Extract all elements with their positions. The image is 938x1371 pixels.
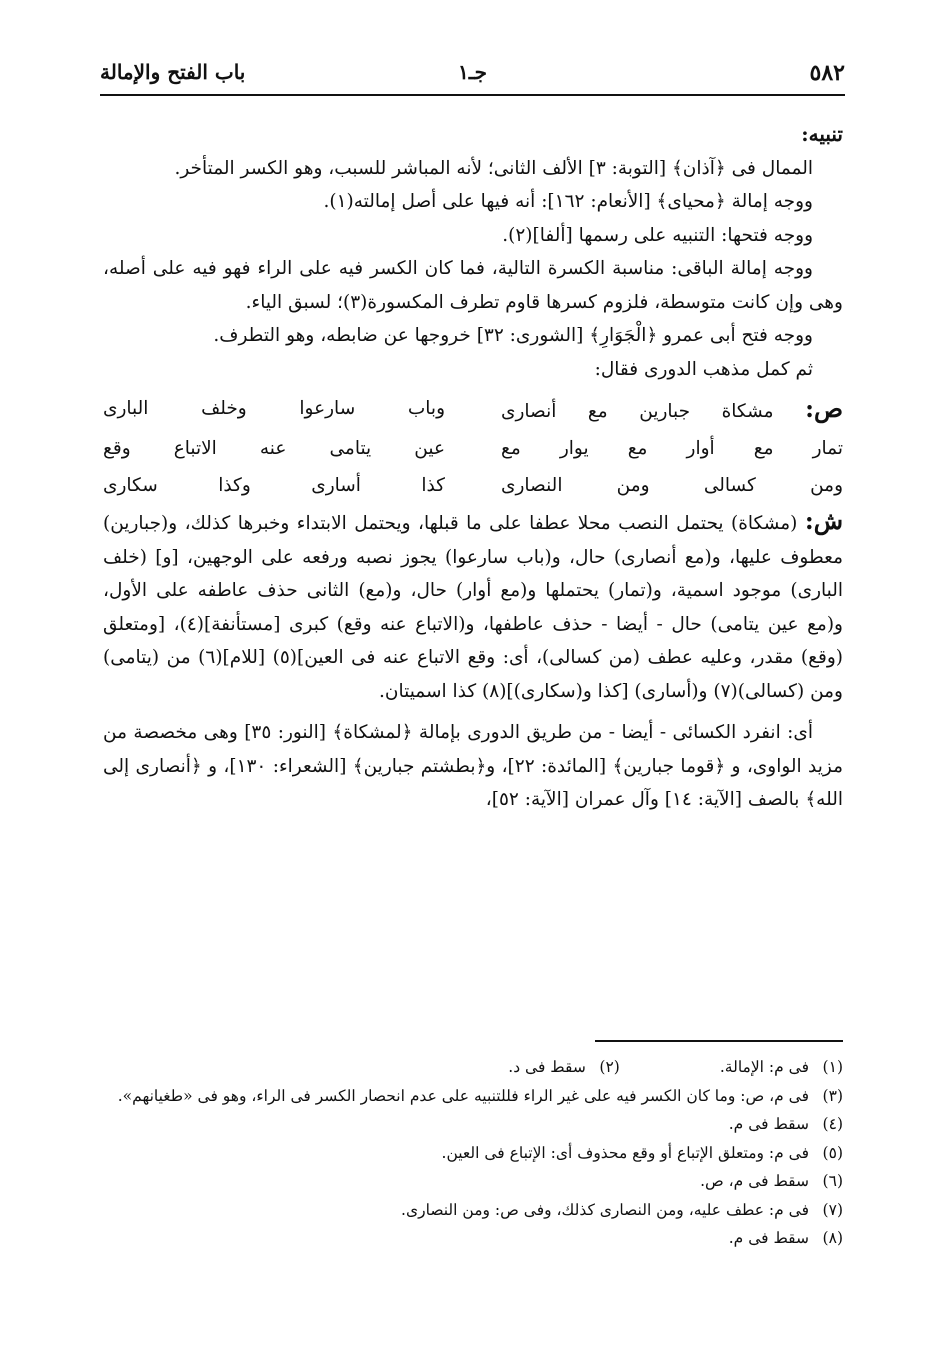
paragraph: الممال فى ﴿آذان﴾ [التوبة: ٣] الألف الثانى؛ لأنه المباشر للسبب، وهو الكسر المتأخر. [174,157,813,179]
volume-label: جـ١ [458,60,487,84]
paragraph: ووجه إمالة الباقى: مناسبة الكسرة التالية، فما كان الكسر فيه على الراء فهو فيه على أصله، وهى وإن كانت متوسطة، فلزوم كسرها قاوم تطرف المكسورة(٣)؛ لسبق الياء. [103,258,843,313]
running-header [100,58,845,96]
footnote-row [103,1053,843,1082]
poem-line [103,390,843,430]
commentary-mark: ش: [804,506,843,535]
poem-hemistich-left: عين يتامى عنه الاتباع وقع [103,438,445,459]
page-number: ٥٨٢ [809,60,845,86]
footnote-6: (٦) سقط فى م، ص. [700,1172,843,1190]
paragraph: ووجه فتحها: التنبيه على رسمها [ألفا](٢). [502,224,813,246]
paragraph: ووجه إمالة ﴿محياى﴾ [الأنعام: ١٦٢]: أنه فيها على أصل إمالته(١). [323,191,813,212]
footnote-7: (٧) فى م: عطف عليه، ومن النصارى كذلك، وفى ص: ومن النصارى. [401,1200,843,1219]
poem-mark: ص: [805,394,844,423]
chapter-title: باب الفتح والإمالة [100,60,246,84]
poem-line [103,430,843,467]
poem-hemistich-right: ومن كسالى ومن النصارى [501,475,843,496]
footnote-4: (٤) سقط فى م. [728,1115,843,1133]
footnote-1: (١) فى م: الإمالة. [719,1058,843,1076]
footnote-8: (٨) سقط فى م. [728,1229,843,1247]
paragraph: ثم كمل مذهب الدورى فقال: [594,358,813,380]
section-heading: تنبيه: [801,122,843,146]
poem-line [103,467,843,504]
paragraph: ووجه فتح أبى عمرو ﴿الْجَوَارِ﴾ [الشورى: ٣٢] خروجها عن ضابطه، وهو التطرف. [213,325,813,346]
poem-hemistich-right: تمار مع أوار مع يوار مع [501,438,843,459]
footnotes [103,1053,843,1253]
paragraph: أى: انفرد الكسائى - أيضا - من طريق الدورى بإمالة ﴿لمشكاة﴾ [النور: ٣٥] وهى مخصصة من مزيد الواوى، و ﴿قوما جبارين﴾ [المائدة: ٢٢]، و﴿بطشتم جبارين﴾ [الشعراء: ١٣٠]، و ﴿أنصارى إلى الله﴾ بالصف [الآية: ١٤] وآل عمران [الآية: ٥٢]، [103,722,844,810]
poem-hemistich-left: وباب سارعوا وخلف البارى [103,398,445,419]
footnote-5: (٥) فى م: ومتعلق الإتباع أو وقع محذوف أى: الإتباع فى العين. [441,1143,843,1162]
footnote-2: (٢) سقط فى د. [508,1058,620,1076]
footnote-3: (٣) فى م، ص: وما كان الكسر فيه على غير الراء فللتنبيه على عدم انحصار الكسر فى الراء، وهو فى «طغيانهم». [117,1086,843,1105]
poem-hemistich-right: ص: مشكاة جبارين مع أنصارى [501,394,844,423]
main-text [103,118,843,817]
footnote-divider [595,1040,843,1042]
poem-block [103,390,843,504]
commentary-paragraph: ش: (مشكاة) يحتمل النصب محلا عطفا على ما قبلها، ويحتمل الابتداء وخبرها كذلك، و(جبارين) معطوف عليها، و(مع أنصارى) حال، و(باب سارعوا) يجوز نصبه ورفعه على الوجهين، [و] (خلف البارى) موجود اسمية، و(تمار) يحتملها و(مع أوار) حال، و(مع) الثانى حذف عاطفه على الأول، و(مع عين يتامى) حال - أيضا - حذف عاطفها، و(الاتباع عنه وقع) كبرى [مستأنفة](٤)، [ومتعلق (وقع) مقدر، وعليه عطف (من كسالى)، أى: وقع الاتباع عنه فى العين](٥) [للام](٦) من (يتامى) ومن (كسالى)(٧) و(أسارى) [كذا و(سكارى)](٨) كذا اسميتان. [103,506,843,702]
poem-hemistich-left: كذا أسارى وكذا سكارى [103,475,445,496]
